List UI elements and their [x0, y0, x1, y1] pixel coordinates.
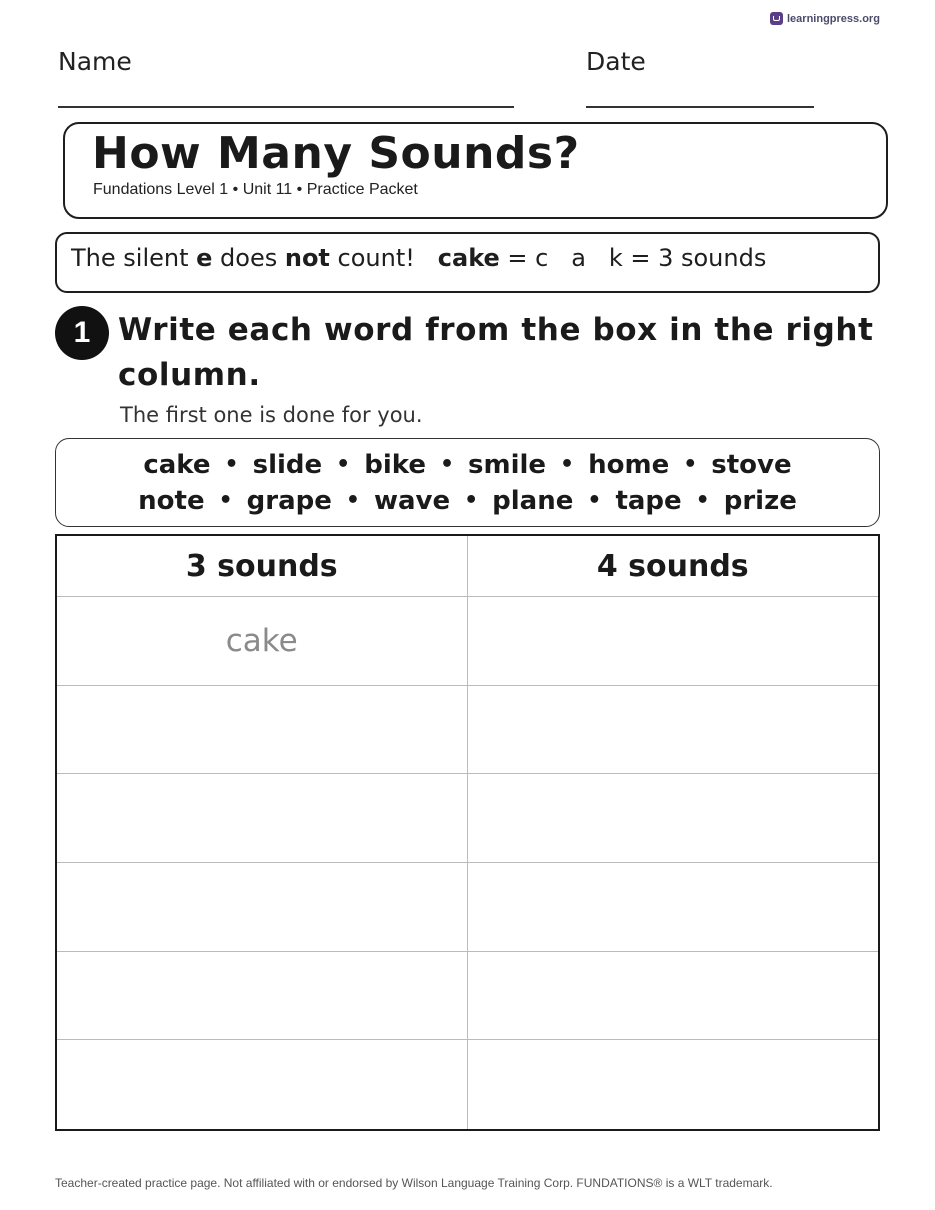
- word-bank-word: smile: [468, 449, 547, 480]
- word-bank-row-1: [143, 450, 791, 480]
- separator-dot: •: [560, 451, 575, 477]
- page-title: How Many Sounds?: [92, 128, 580, 179]
- rule-word-cake: cake: [437, 244, 500, 272]
- answer-cell-4-sounds[interactable]: [468, 863, 879, 952]
- sound-sort-table: [55, 534, 880, 1131]
- separator-dot: •: [587, 487, 602, 513]
- rule-text-2: does: [212, 244, 285, 272]
- rule-letter-e: e: [196, 244, 213, 272]
- separator-dot: •: [224, 451, 239, 477]
- word-bank-word: grape: [246, 485, 332, 516]
- word-bank-row-2: [138, 486, 797, 516]
- rule-text-4: = c a k = 3 sounds: [499, 244, 767, 272]
- word-bank: [55, 438, 880, 527]
- answer-cell-3-sounds[interactable]: [57, 774, 468, 863]
- separator-dot: •: [695, 487, 710, 513]
- column-header-3-sounds: 3 sounds: [57, 536, 468, 597]
- word-bank-word: wave: [373, 485, 451, 516]
- word-bank-word: prize: [723, 485, 797, 516]
- name-line: [58, 106, 514, 108]
- answer-cell-3-sounds[interactable]: [57, 597, 468, 686]
- question-number: 1: [55, 306, 109, 360]
- answer-cell-4-sounds[interactable]: [468, 774, 879, 863]
- separator-dot: •: [218, 487, 233, 513]
- word-bank-word: plane: [492, 485, 574, 516]
- answer-cell-4-sounds[interactable]: [468, 952, 879, 1041]
- book-icon: [770, 12, 783, 25]
- word-bank-word: bike: [364, 449, 426, 480]
- column-header-4-sounds: 4 sounds: [468, 536, 879, 597]
- rule-box: [55, 232, 880, 293]
- answer-cell-3-sounds[interactable]: [57, 863, 468, 952]
- separator-dot: •: [345, 487, 360, 513]
- answer-cell-4-sounds[interactable]: [468, 686, 879, 775]
- word-bank-word: tape: [615, 485, 682, 516]
- page-subtitle: Fundations Level 1 • Unit 11 • Practice Packet: [93, 181, 418, 198]
- answer-cell-3-sounds[interactable]: [57, 686, 468, 775]
- answer-cell-3-sounds[interactable]: [57, 952, 468, 1041]
- title-box: [63, 122, 888, 219]
- rule-text-1: The silent: [71, 244, 197, 272]
- word-bank-word: slide: [252, 449, 323, 480]
- footer-disclaimer: Teacher-created practice page. Not affiliated with or endorsed by Wilson Language Training Corp. FUNDATIONS® is a WLT trademark.: [55, 1176, 773, 1190]
- brand-logo: [770, 12, 880, 25]
- word-bank-word: home: [588, 449, 670, 480]
- date-line: [586, 106, 814, 108]
- brand-text: learningpress.org: [787, 12, 880, 25]
- answer-cell-4-sounds[interactable]: [468, 597, 879, 686]
- rule-text-3: count!: [329, 244, 438, 272]
- word-bank-word: cake: [143, 449, 211, 480]
- answer-cell-3-sounds[interactable]: [57, 1040, 468, 1129]
- example-answer: cake: [225, 622, 298, 659]
- question-instruction: Write each word from the box in the right column.: [118, 312, 874, 393]
- answer-cell-4-sounds[interactable]: [468, 1040, 879, 1129]
- name-label: Name: [58, 47, 132, 76]
- rule-word-not: not: [284, 244, 330, 272]
- separator-dot: •: [683, 451, 698, 477]
- separator-dot: •: [439, 451, 455, 477]
- question-hint: The first one is done for you.: [120, 403, 423, 427]
- separator-dot: •: [336, 451, 351, 477]
- date-label: Date: [586, 47, 646, 76]
- word-bank-word: note: [138, 485, 205, 516]
- word-bank-word: stove: [711, 449, 792, 480]
- separator-dot: •: [464, 487, 479, 513]
